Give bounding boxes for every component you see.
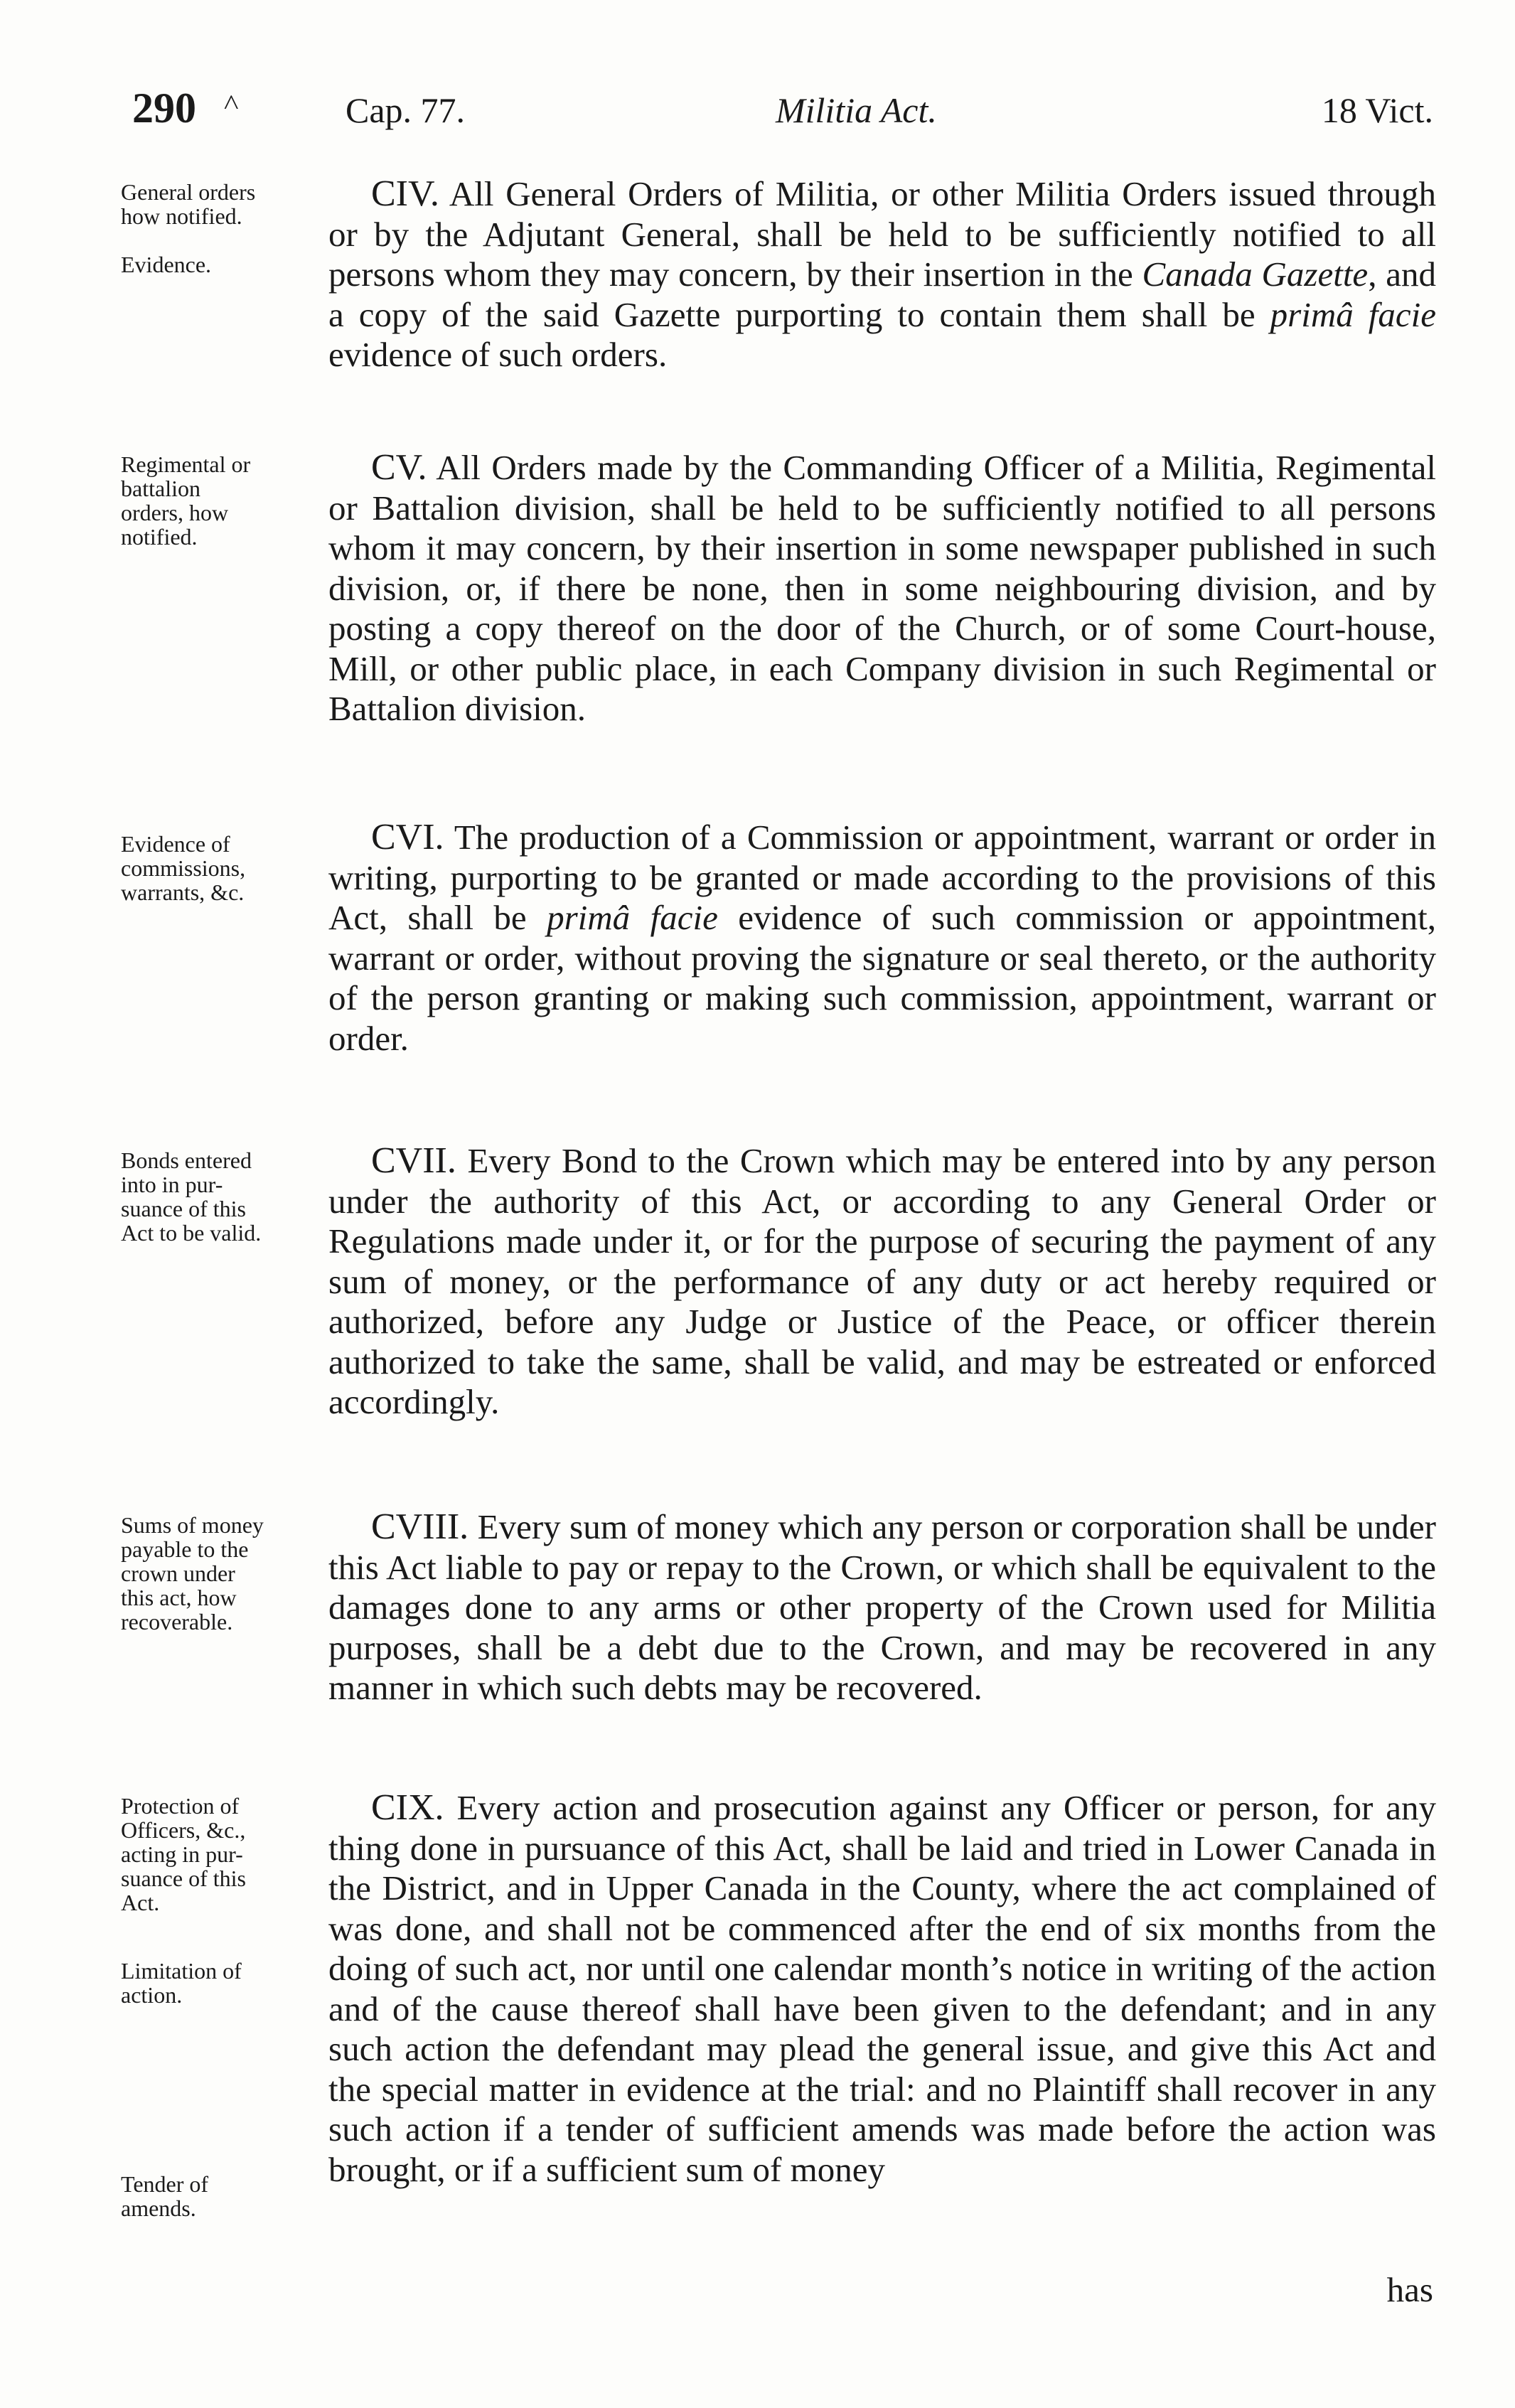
margin-line: Sums of money (121, 1512, 264, 1538)
margin-line: amends. (121, 2195, 196, 2221)
margin-line: warrants, &c. (121, 879, 245, 905)
margin-line: how notified. (121, 203, 242, 229)
section-text (328, 1788, 1436, 2190)
section-text (328, 1507, 1436, 1708)
section-numeral: CVII. (371, 1140, 456, 1181)
margin-line: crown under (121, 1561, 235, 1586)
margin-line: General orders (121, 179, 256, 205)
margin-note (121, 180, 327, 277)
margin-line: notified. (121, 524, 198, 550)
section-numeral: CVIII. (371, 1507, 469, 1547)
margin-line: commissions, (121, 855, 246, 881)
text-run: Every Bond to the Crown which may be entered into by any person under the authority of this Act, or according to any General Order or Regulations made under it, or for the purpose of securing the payment of any sum of money, or the performance of any duty or act hereby required or authorized, before any Judge or Justice of the Peace, or officer therein authorized to take the same, shall be valid, and may be estreated or enforced accordingly. (328, 1141, 1436, 1421)
margin-line: action. (121, 1982, 183, 2008)
margin-note (121, 1148, 327, 1245)
margin-gap (121, 228, 327, 252)
margin-line: recoverable. (121, 1609, 233, 1634)
margin-line: payable to the (121, 1536, 249, 1562)
margin-note (121, 1794, 327, 1915)
margin-line: acting in pur- (121, 1841, 243, 1867)
text-run: evidence of such commission or appointment, warrant or order, without proving the signature or seal thereto, or the authority of the person granting or making such commission, appointment, warrant or order. (328, 898, 1437, 1058)
section-text (328, 174, 1436, 375)
running-title: Militia Act. (776, 90, 937, 130)
section-numeral: CVI. (371, 817, 444, 857)
margin-line: Tender of (121, 2171, 209, 2197)
margin-line: Bonds entered (121, 1147, 252, 1173)
italic-run: Canada Gazette (1142, 255, 1369, 294)
margin-line: into in pur- (121, 1172, 223, 1197)
margin-line: Officers, &c., (121, 1817, 246, 1843)
margin-line: orders, how (121, 500, 229, 525)
margin-line: Evidence of (121, 831, 230, 857)
margin-note (121, 1959, 327, 2007)
text-run: The production of a Commission or appointment, warrant or order in writing, purporting to be granted or made according to the provisions of this Act, shall be (328, 818, 1436, 937)
italic-run: primâ facie (1270, 294, 1437, 334)
section-numeral: CV. (371, 447, 427, 488)
section-text (328, 818, 1436, 1059)
section-text (328, 1141, 1436, 1423)
margin-line: Protection of (121, 1793, 240, 1819)
margin-line: Regimental or (121, 451, 251, 477)
margin-line: this act, how (121, 1585, 237, 1610)
catchword: has (1386, 2270, 1433, 2309)
text-run: evidence of such orders. (328, 335, 668, 374)
margin-line: Act to be valid. (121, 1220, 262, 1246)
chapter-label: Cap. 77. (346, 90, 466, 130)
page-number: 290 (132, 85, 196, 132)
margin-line: Evidence. (121, 252, 212, 277)
margin-note (121, 832, 327, 904)
text-run: Every sum of money which any person or corporation shall be under this Act liable to pay or repay to the Crown, or which shall be equivalent to the damages done to any arms or other property of the Crown used for Militia purposes, shall be a debt due to the Crown, and may be recovered in any manner in which such debts may be recovered. (328, 1507, 1436, 1707)
text-run: All General Orders of Militia, or other Militia Orders issued through or by the Adjutant General, shall be held to be sufficiently notified to all persons whom they may concern, by their insertion in the (328, 174, 1436, 294)
margin-note (121, 2172, 327, 2220)
section-numeral: CIV. (371, 173, 439, 214)
margin-line: Limitation of (121, 1958, 242, 1984)
margin-note (121, 1513, 327, 1634)
margin-line: Act. (121, 1890, 160, 1915)
italic-run: primâ facie (547, 898, 718, 937)
section-numeral: CIX. (371, 1787, 444, 1828)
text-run: , and a copy of the said Gazette purporting to contain them shall be (328, 255, 1436, 334)
text-run: All Orders made by the Commanding Officer of a Militia, Regimental or Battalion division, shall be held to be sufficiently notified to all persons whom it may concern, by their insertion in some newspaper published in such division, or, if there be none, then in some neighbouring division, and by posting a copy thereof on the door of the Church, or of some Court-house, Mill, or other public place, in each Company division in such Regimental or Battalion division. (328, 448, 1436, 728)
regnal-year: 18 Vict. (1321, 90, 1433, 130)
printer-mark: ˄ (223, 86, 240, 118)
margin-line: battalion (121, 476, 200, 501)
running-header (132, 84, 1433, 148)
text-run: Every action and prosecution against any Officer or person, for any thing done in pursuance of this Act, shall be laid and tried in Lower Canada in the District, and in Upper Canada in the County, where the act complained of was done, and shall not be commenced after the end of six months from the doing of such act, nor until one calendar month’s notice in writing of the action and of the cause thereof shall have been given to the defendant; and in any such action the defendant may plead the general issue, and give this Act and the special matter in evidence at the trial: and no Plaintiff shall recover in any such action if a tender of sufficient amends was made before the action was brought, or if a sufficient sum of money (328, 1788, 1436, 2189)
margin-note (121, 452, 327, 549)
margin-line: suance of this (121, 1866, 246, 1891)
section-text (328, 448, 1436, 729)
margin-line: suance of this (121, 1196, 246, 1221)
